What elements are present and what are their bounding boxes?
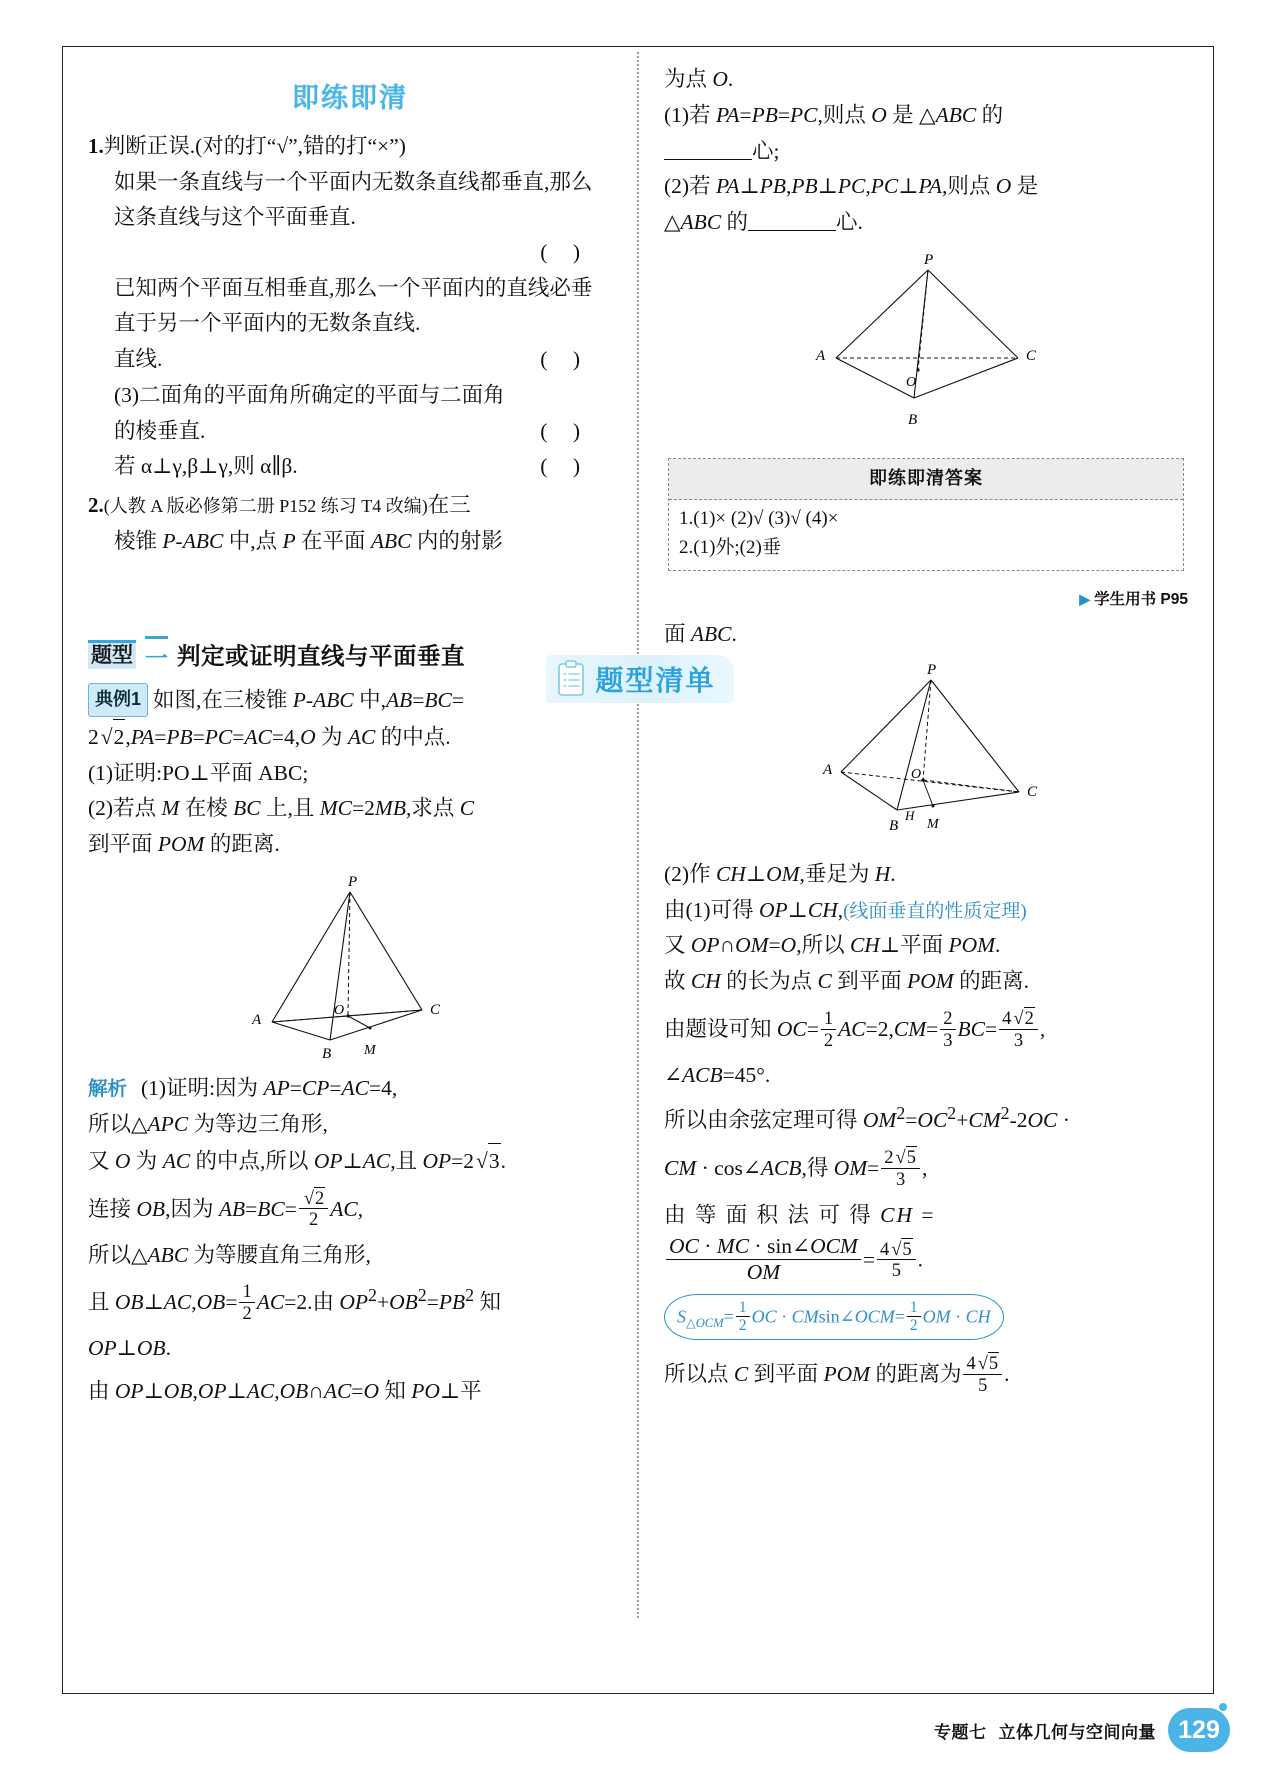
jiexi-line-4: 连接 OB,因为 AB=BC= $\frac{√2}{2}$ AC,: [88, 1187, 364, 1230]
item-2-mark: ( ): [540, 346, 590, 371]
student-book-text: 学生用书 P95: [1094, 591, 1188, 609]
svg-text:H: H: [905, 807, 915, 823]
question-1-stem: [88, 129, 612, 164]
solution-line-10: $\frac{\text{OC · MC · sin∠OCM}}{OM}$ = $\frac{4 √5}{5}$ .: [664, 1234, 1188, 1283]
question-2-number: 2.: [88, 493, 104, 518]
solution-line-3: 又 OP∩OM=O,所以 CH⊥平面 POM.: [664, 933, 1001, 958]
solution-line-1: (2)作 CH⊥OM,垂足为 H.: [664, 861, 896, 886]
jiexi-text-1: (1)证明:因为 AP=CP=AC=4,: [141, 1076, 398, 1101]
jiexi-line-7: OP⊥OB.: [88, 1336, 171, 1361]
figure-1-svg: [230, 870, 470, 1060]
solution-note-box: $S_{\triangle OCM}=$ $\frac{1}{2}$ OC · CMsin∠OCM= $\frac{1}{2}$ OM · CH: [664, 1294, 1004, 1341]
q2-cont-line-4: (2)若 PA⊥PB,PB⊥PC,PC⊥PA,则点 O 是: [664, 174, 1039, 199]
right-column: [638, 46, 1214, 1694]
svg-text:O: O: [911, 766, 922, 782]
jiexi-tag: 解析: [88, 1078, 128, 1101]
svg-text:A: A: [252, 1012, 262, 1029]
svg-text:P: P: [348, 874, 358, 891]
dianli-1-sub-1: (1)证明:PO⊥平面 ABC;: [88, 760, 309, 785]
question-2-text: [88, 524, 612, 559]
svg-text:C: C: [430, 1002, 441, 1019]
item-3-mark-row: [88, 414, 612, 449]
solution-line-9: 由 等 面 积 法 可 得 CH =: [664, 1202, 936, 1227]
solution-line-0: 面 ABC.: [664, 622, 737, 647]
svg-text:M: M: [927, 816, 939, 832]
svg-text:P: P: [927, 661, 937, 678]
page-footer: [0, 1708, 1276, 1752]
item-3-tail: 的棱垂直.: [114, 418, 206, 443]
question-1-item-2: [88, 271, 612, 341]
answer-box-body: [669, 500, 1183, 570]
page-number: 129: [1168, 1708, 1230, 1752]
answer-box-title: 即练即清答案: [669, 459, 1183, 500]
dianli-text-1: 如图,在三棱锥 P-ABC 中,AB=BC=: [153, 687, 465, 712]
clipboard-icon: [556, 660, 586, 698]
tixing-qingdan-banner-wrap: [430, 655, 850, 703]
solution-line-8: CM · cos∠ACB,得 OM= $\frac{2 √5}{3}$ ,: [664, 1147, 928, 1189]
svg-text:C: C: [1027, 783, 1038, 800]
item-1-text: 如果一条直线与一个平面内无数条直线都垂直,那么这条直线与这个平面垂直.: [114, 169, 593, 229]
q2-cont-line-3: [664, 134, 1188, 169]
svg-text:C: C: [1026, 348, 1037, 365]
svg-text:B: B: [322, 1046, 332, 1061]
item-1-mark: ( ): [540, 240, 590, 265]
solution-note-inline: (线面垂直的性质定理): [843, 900, 1027, 922]
answer-line-1: 1.(1)× (2)√ (3)√ (4)×: [679, 508, 839, 530]
tixing-title: 判定或证明直线与平面垂直: [177, 643, 465, 670]
answer-line-2: 2.(1)外;(2)垂: [679, 536, 781, 558]
question-1-item-1: [88, 165, 612, 235]
q2-cont-line-2: (1)若 PA=PB=PC,则点 O 是 △ABC 的: [664, 102, 1004, 127]
question-1-number: 1.: [88, 134, 104, 158]
tixing-tag: 题型: [88, 640, 136, 670]
answer-blank-1[interactable]: [664, 159, 752, 160]
question-2-body: 棱锥 P-ABC 中,点 P 在平面 ABC 内的射影: [114, 529, 503, 554]
jiexi-line-6: 且 OB⊥AC,OB= $\frac{1}{2}$ AC=2.由 $OP^2+OB^2=PB^2$ 知: [88, 1280, 501, 1323]
item-4-text: 若 α⊥γ,β⊥γ,则 α∥β.: [114, 454, 298, 479]
dianli-1-sub-2-a: [88, 791, 612, 826]
solution-line-6: ∠ACB=45°.: [664, 1063, 771, 1088]
dianli-sub2-tail: 到平面 POM 的距离.: [88, 832, 280, 857]
dianli-sub2-head: (2)若点 M 在棱 BC 上,且 MC=2MB,求点 C: [88, 796, 475, 821]
solution-line-2-text: 由(1)可得 OP⊥CH,: [664, 897, 844, 922]
dianli-1-line-2: [88, 719, 612, 755]
svg-text:A: A: [816, 348, 826, 365]
q2-cont-prefix-2: △ABC 的: [664, 210, 749, 235]
svg-text:P: P: [924, 252, 934, 269]
question-1-item-3: [88, 378, 612, 413]
item-2-text: 已知两个平面互相垂直,那么一个平面内的直线必垂直于另一个平面内的无数条直线.: [114, 276, 593, 336]
svg-text:M: M: [364, 1043, 376, 1059]
item-4-mark: ( ): [540, 454, 590, 479]
svg-text:A: A: [823, 761, 833, 778]
q2-cont-suffix-2: 心.: [836, 210, 863, 235]
solution-note-box-row: [664, 1290, 1188, 1343]
footer-topic: 专题七: [934, 1722, 987, 1742]
dianli-tag: 典例1: [88, 683, 148, 717]
left-column: [62, 46, 638, 1694]
tixing-qingdan-banner: [546, 655, 733, 703]
tixing-index: 一: [145, 636, 168, 673]
solution-line-11: 所以点 C 到平面 POM 的距离为 $\frac{4 √5}{5}$ .: [664, 1353, 1010, 1395]
jiexi-line-3: 又 O 为 AC 的中点,所以 OP⊥AC,且 OP=2√3.: [88, 1143, 612, 1179]
jiexi-line-5: 所以△ABC 为等腰直角三角形,: [88, 1242, 371, 1267]
item-3-mark: ( ): [540, 418, 590, 443]
section-banner-jilianjiqing: 即练即清: [292, 83, 408, 113]
question-2-text-head: 在三: [427, 493, 471, 518]
question-1-stem-text: 判断正误.(对的打“√”,错的打“×”): [103, 134, 406, 158]
q2-cont-suffix-1: 心;: [752, 138, 780, 163]
item-3-text: (3)二面角的平面角所确定的平面与二面角: [114, 382, 505, 407]
jiexi-line-2: 所以△APC 为等边三角形,: [88, 1111, 328, 1136]
question-2-source: (人教 A 版必修第二册 P152 练习 T4 改编): [103, 496, 428, 517]
solution-line-5: 由题设可知 OC= $\frac{1}{2}$ AC=2,CM= $\frac{2}{3}$ BC= $\frac{4 √2}{3}$ ,: [664, 1008, 1046, 1050]
jiexi-line-1: [88, 1071, 612, 1106]
svg-text:O: O: [906, 375, 917, 391]
item-1-mark-row: [88, 235, 612, 270]
solution-line-4: 故 CH 的长为点 C 到平面 POM 的距离.: [664, 969, 1029, 994]
figure-2-svg: [796, 248, 1056, 433]
banner-spacer: [88, 560, 612, 632]
student-book-marker: [1079, 587, 1188, 612]
figure-tetrahedron-pabc-2: [664, 248, 1188, 444]
svg-text:O: O: [334, 1003, 345, 1019]
solution-line-7: 所以由余弦定理可得 $OM^2=OC^2+CM^2-2OC$ ·: [664, 1103, 1070, 1133]
jiexi-line-8: 由 OP⊥OB,OP⊥AC,OB∩AC=O 知 PO⊥平: [88, 1379, 482, 1404]
question-2: [88, 488, 612, 523]
svg-text:B: B: [908, 412, 918, 429]
q2-cont-line-1: 为点 O.: [664, 67, 734, 91]
arrow-right-icon: ▶: [1079, 591, 1091, 608]
item-2-mark-row: [88, 342, 612, 377]
student-book-row: [664, 571, 1188, 617]
dianli-1-sub-2-b: [88, 827, 612, 862]
solution-line-2: [664, 893, 1188, 928]
answer-box: [668, 458, 1184, 571]
item-2-tail: 直线.: [114, 346, 163, 371]
question-1-item-4: [88, 449, 612, 484]
q2-cont-line-5: [664, 205, 1188, 240]
figure-tetrahedron-pabc-1: [88, 870, 612, 1065]
footer-title: 立体几何与空间向量: [998, 1722, 1156, 1742]
answer-blank-2[interactable]: [748, 230, 836, 231]
dianli-text-2: 2√2,PA=PB=PC=AC=4,O 为 AC 的中点.: [88, 725, 451, 749]
tixing-qingdan-title: 题型清单: [595, 665, 716, 696]
svg-text:B: B: [889, 817, 899, 834]
